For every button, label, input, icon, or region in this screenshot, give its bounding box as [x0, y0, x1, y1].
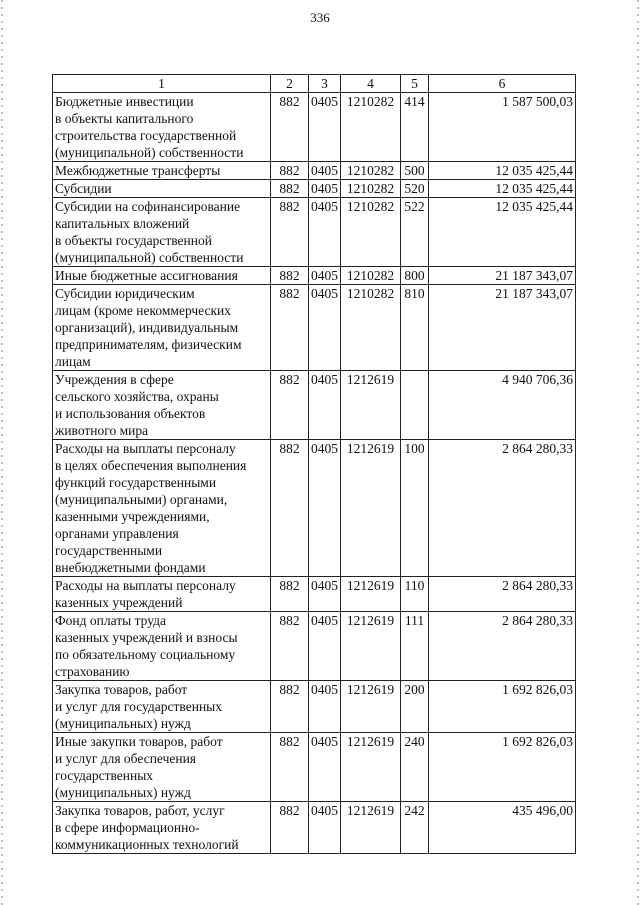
row-name-line: строительства государственной — [55, 128, 237, 143]
row-name-line: в объекты капитального — [55, 111, 194, 126]
row-name-line: органами управления — [55, 526, 179, 541]
row-section-code-cell: 0405 — [309, 198, 341, 267]
row-section-code-cell: 0405 — [309, 267, 341, 285]
row-name-line: Расходы на выплаты персоналу — [55, 578, 236, 593]
row-name-line: казенными учреждениями, — [55, 509, 210, 524]
row-section-code-cell: 0405 — [309, 93, 341, 162]
row-amount-cell: 1 692 826,03 — [429, 733, 576, 802]
row-amount-cell: 12 035 425,44 — [429, 180, 576, 198]
row-amount-cell: 12 035 425,44 — [429, 198, 576, 267]
row-name-line: и использования объектов — [55, 406, 206, 421]
row-amount-cell: 1 692 826,03 — [429, 681, 576, 733]
row-target-item-cell: 1210282 — [341, 198, 401, 267]
row-target-item-cell: 1212619 — [341, 802, 401, 854]
row-name-cell — [53, 285, 271, 371]
table-row — [53, 371, 576, 440]
row-target-item-cell: 1212619 — [341, 612, 401, 681]
row-name-line: в объекты государственной — [55, 233, 212, 248]
row-name-line: (муниципальными) органами, — [55, 492, 228, 507]
row-section-code-cell: 0405 — [309, 681, 341, 733]
row-admin-code-cell: 882 — [271, 681, 309, 733]
row-target-item-cell: 1212619 — [341, 371, 401, 440]
row-amount-cell: 21 187 343,07 — [429, 285, 576, 371]
row-amount-cell: 12 035 425,44 — [429, 162, 576, 180]
row-name-line: в целях обеспечения выполнения — [55, 458, 247, 473]
table-row — [53, 180, 576, 198]
row-name-line: Субсидии — [55, 181, 112, 196]
row-target-item-cell: 1210282 — [341, 93, 401, 162]
table-row — [53, 285, 576, 371]
table-row — [53, 93, 576, 162]
table-row — [53, 681, 576, 733]
row-name-line: коммуникационных технологий — [55, 837, 239, 852]
row-section-code-cell: 0405 — [309, 371, 341, 440]
row-name-cell — [53, 267, 271, 285]
row-name-line: Фонд оплаты труда — [55, 613, 166, 628]
row-expense-type-cell: 110 — [401, 577, 429, 612]
row-admin-code-cell: 882 — [271, 180, 309, 198]
row-name-line: государственными — [55, 543, 163, 558]
row-name-cell — [53, 198, 271, 267]
row-target-item-cell: 1212619 — [341, 577, 401, 612]
budget-table — [52, 74, 576, 854]
header-col-4: 4 — [341, 75, 401, 93]
row-name-line: капитальных вложений — [55, 216, 190, 231]
table-body — [53, 93, 576, 854]
row-name-line: в сфере информационно- — [55, 820, 200, 835]
row-section-code-cell: 0405 — [309, 180, 341, 198]
table-row — [53, 198, 576, 267]
row-admin-code-cell: 882 — [271, 440, 309, 577]
header-col-5: 5 — [401, 75, 429, 93]
row-name-line: (муниципальных) нужд — [55, 716, 191, 731]
table-row — [53, 612, 576, 681]
row-name-line: животного мира — [55, 423, 149, 438]
row-name-cell — [53, 612, 271, 681]
row-amount-cell: 2 864 280,33 — [429, 612, 576, 681]
row-name-line: казенных учреждений и взносы — [55, 630, 238, 645]
row-admin-code-cell: 882 — [271, 162, 309, 180]
row-name-line: Субсидии юридическим — [55, 286, 195, 301]
header-col-1: 1 — [53, 75, 271, 93]
row-expense-type-cell: 200 — [401, 681, 429, 733]
row-name-line: Субсидии на софинансирование — [55, 199, 241, 214]
row-admin-code-cell: 882 — [271, 198, 309, 267]
row-name-line: Закупка товаров, работ — [55, 682, 188, 697]
row-section-code-cell: 0405 — [309, 802, 341, 854]
row-expense-type-cell: 414 — [401, 93, 429, 162]
row-expense-type-cell — [401, 371, 429, 440]
row-admin-code-cell: 882 — [271, 267, 309, 285]
row-name-line: Бюджетные инвестиции — [55, 94, 194, 109]
row-name-line: Иные закупки товаров, работ — [55, 734, 223, 749]
row-target-item-cell: 1212619 — [341, 681, 401, 733]
row-amount-cell: 435 496,00 — [429, 802, 576, 854]
row-name-line: предпринимателям, физическим — [55, 337, 242, 352]
row-name-cell — [53, 162, 271, 180]
row-admin-code-cell: 882 — [271, 371, 309, 440]
header-col-3: 3 — [309, 75, 341, 93]
row-name-line: (муниципальных) нужд — [55, 785, 191, 800]
row-target-item-cell: 1212619 — [341, 733, 401, 802]
row-admin-code-cell: 882 — [271, 93, 309, 162]
row-expense-type-cell: 100 — [401, 440, 429, 577]
row-name-cell — [53, 180, 271, 198]
row-amount-cell: 2 864 280,33 — [429, 440, 576, 577]
row-name-line: внебюджетными фондами — [55, 560, 206, 575]
row-name-line: Учреждения в сфере — [55, 372, 174, 387]
row-admin-code-cell: 882 — [271, 733, 309, 802]
table-header — [53, 75, 576, 93]
header-row — [53, 75, 576, 93]
table-row — [53, 577, 576, 612]
row-name-line: страхованию — [55, 664, 130, 679]
table-row — [53, 162, 576, 180]
row-section-code-cell: 0405 — [309, 440, 341, 577]
header-col-2: 2 — [271, 75, 309, 93]
page-number: 336 — [310, 10, 330, 25]
row-expense-type-cell: 522 — [401, 198, 429, 267]
row-section-code-cell: 0405 — [309, 285, 341, 371]
row-name-line: (муниципальной) собственности — [55, 145, 244, 160]
row-name-line: казенных учреждений — [55, 595, 183, 610]
row-expense-type-cell: 242 — [401, 802, 429, 854]
row-name-cell — [53, 802, 271, 854]
row-expense-type-cell: 111 — [401, 612, 429, 681]
row-target-item-cell: 1210282 — [341, 162, 401, 180]
row-expense-type-cell: 500 — [401, 162, 429, 180]
row-name-line: лицам (кроме некоммерческих — [55, 303, 232, 318]
row-name-line: функций государственными — [55, 475, 217, 490]
row-name-line: Иные бюджетные ассигнования — [55, 268, 238, 283]
row-name-line: лицам — [55, 354, 91, 369]
row-name-line: по обязательному социальному — [55, 647, 236, 662]
row-target-item-cell: 1210282 — [341, 180, 401, 198]
row-name-cell — [53, 733, 271, 802]
row-section-code-cell: 0405 — [309, 733, 341, 802]
row-admin-code-cell: 882 — [271, 285, 309, 371]
row-target-item-cell: 1210282 — [341, 267, 401, 285]
left-scan-edge — [1, 0, 3, 905]
row-admin-code-cell: 882 — [271, 577, 309, 612]
row-name-line: (муниципальной) собственности — [55, 250, 244, 265]
row-name-cell — [53, 577, 271, 612]
row-section-code-cell: 0405 — [309, 612, 341, 681]
table-row — [53, 733, 576, 802]
row-amount-cell: 4 940 706,36 — [429, 371, 576, 440]
row-name-line: Расходы на выплаты персоналу — [55, 441, 236, 456]
row-admin-code-cell: 882 — [271, 612, 309, 681]
row-name-cell — [53, 371, 271, 440]
table-row — [53, 267, 576, 285]
row-section-code-cell: 0405 — [309, 577, 341, 612]
row-name-line: и услуг для обеспечения — [55, 751, 197, 766]
row-name-cell — [53, 440, 271, 577]
row-expense-type-cell: 240 — [401, 733, 429, 802]
row-name-line: организаций), индивидуальным — [55, 320, 239, 335]
row-name-line: и услуг для государственных — [55, 699, 222, 714]
row-name-line: сельского хозяйства, охраны — [55, 389, 219, 404]
row-name-line: государственных — [55, 768, 154, 783]
header-col-6: 6 — [429, 75, 576, 93]
row-amount-cell: 21 187 343,07 — [429, 267, 576, 285]
right-scan-edge — [637, 0, 639, 905]
row-target-item-cell: 1212619 — [341, 440, 401, 577]
row-name-cell — [53, 681, 271, 733]
row-name-cell — [53, 93, 271, 162]
row-amount-cell: 1 587 500,03 — [429, 93, 576, 162]
table-row — [53, 440, 576, 577]
row-name-line: Закупка товаров, работ, услуг — [55, 803, 225, 818]
row-expense-type-cell: 810 — [401, 285, 429, 371]
row-amount-cell: 2 864 280,33 — [429, 577, 576, 612]
table-row — [53, 802, 576, 854]
row-target-item-cell: 1210282 — [341, 285, 401, 371]
row-name-line: Межбюджетные трансферты — [55, 163, 221, 178]
row-admin-code-cell: 882 — [271, 802, 309, 854]
row-expense-type-cell: 520 — [401, 180, 429, 198]
row-section-code-cell: 0405 — [309, 162, 341, 180]
row-expense-type-cell: 800 — [401, 267, 429, 285]
